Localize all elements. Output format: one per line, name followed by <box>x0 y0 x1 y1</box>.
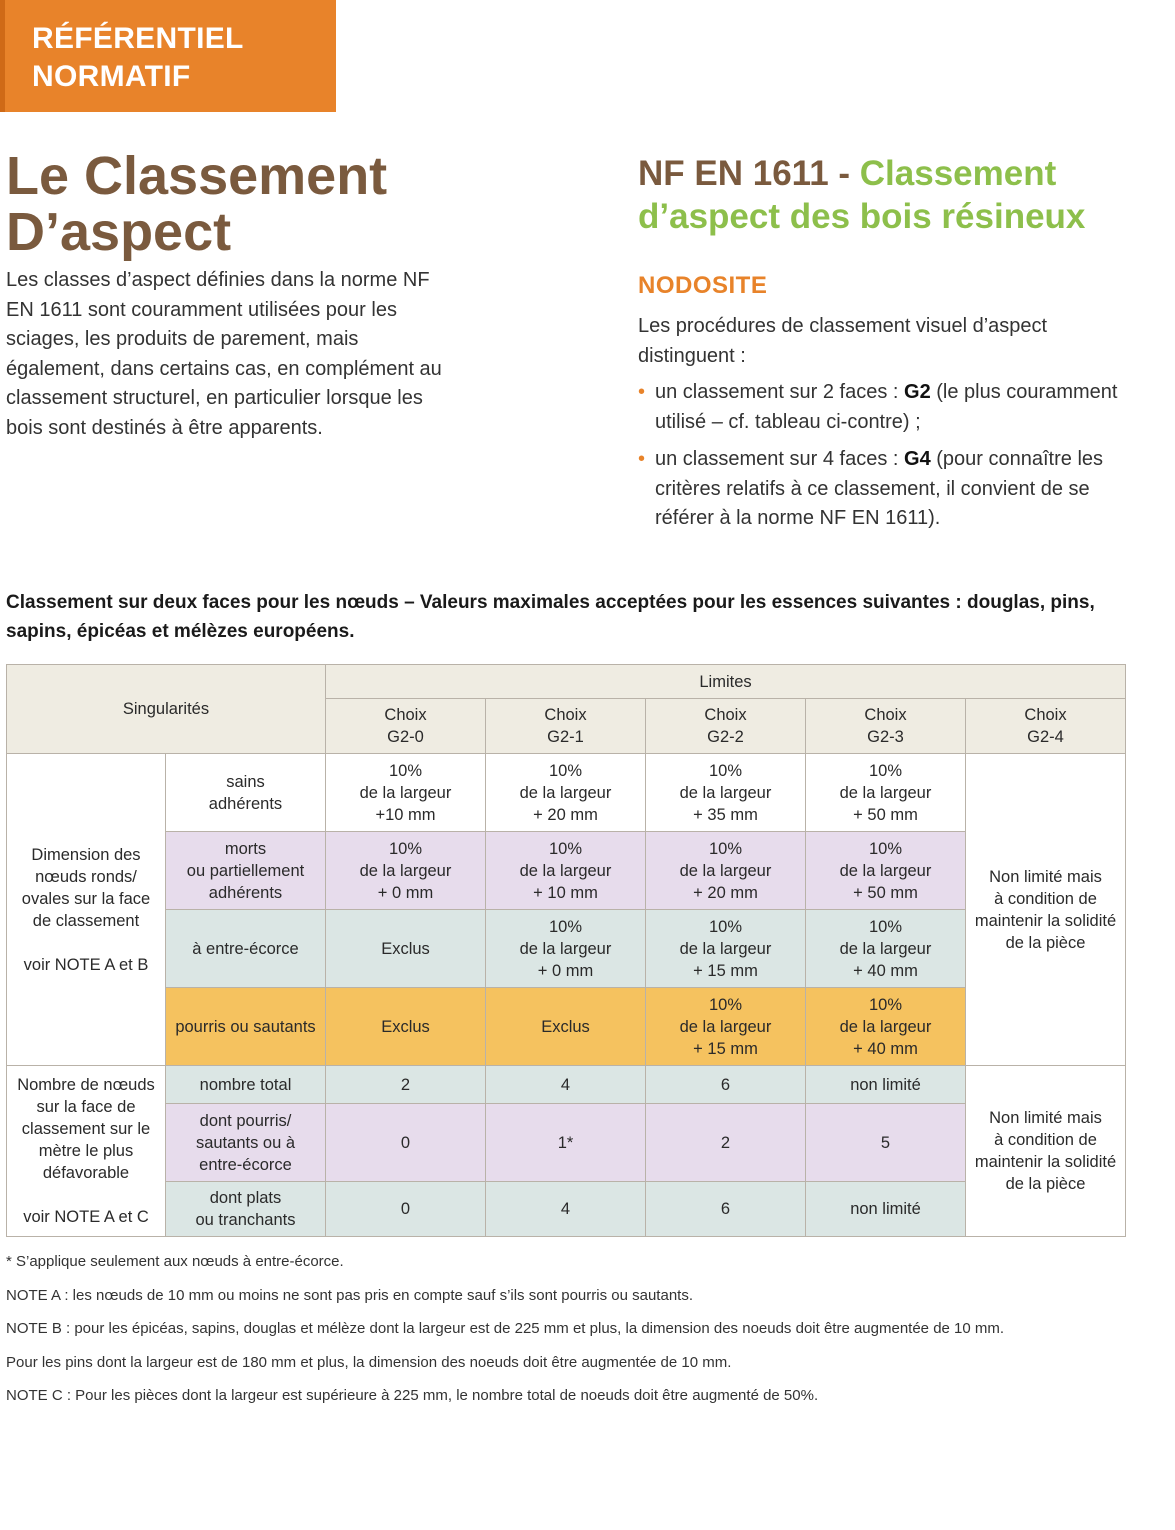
table-cell: 10% de la largeur + 15 mm <box>646 988 806 1066</box>
table-cell: 1* <box>486 1104 646 1182</box>
header-choice: Choix G2-4 <box>966 699 1126 754</box>
footnote-note-b-pins: Pour les pins dont la largeur est de 180 mm et plus, la dimension des noeuds doit être augmentée de 10 mm. <box>6 1353 732 1371</box>
g2-4-limit-cell: Non limité mais à condition de maintenir la solidité de la pièce <box>966 1066 1126 1237</box>
table-cell: 10% de la largeur + 35 mm <box>646 754 806 832</box>
bullet-dot-icon: • <box>638 448 646 471</box>
table-row <box>7 832 1126 910</box>
page-title-line-1: Le Classement <box>6 146 388 206</box>
header-banner <box>0 0 336 112</box>
table-cell: 2 <box>646 1104 806 1182</box>
banner-accent-strip <box>0 0 5 112</box>
section-title <box>638 152 1175 238</box>
footnote-asterisk: * S’applique seulement aux nœuds à entre-écorce. <box>6 1253 344 1270</box>
group-note: voir NOTE A et C <box>23 1208 149 1226</box>
group-note: voir NOTE A et B <box>23 955 149 974</box>
header-singularites: Singularités <box>7 665 326 754</box>
table-row <box>7 754 1126 832</box>
row-label: pourris ou sautants <box>166 988 326 1066</box>
bullet-item-g2 <box>638 378 1118 437</box>
table-cell: 10% de la largeur + 20 mm <box>486 754 646 832</box>
nodosite-paragraph: Les procédures de classement visuel d’aspect distinguent : <box>638 315 1048 367</box>
table-row <box>7 1066 1126 1104</box>
group-label-count <box>7 1066 166 1237</box>
table-cell: 6 <box>646 1066 806 1104</box>
section-title-norm: NF EN 1611 - <box>638 154 860 193</box>
bullet-grade-code: G4 <box>904 448 931 471</box>
group-label-dimension <box>7 754 166 1066</box>
footnote-note-c: NOTE C : Pour les pièces dont la largeur est supérieure à 225 mm, le nombre total de noeuds doit être augmenté de 50%. <box>6 1387 819 1404</box>
table-cell: Exclus <box>326 988 486 1066</box>
bullet-text-post: (pour connaître les critères relatifs à ce classement, il convient de se référer à la norme NF EN 1611). <box>655 448 1104 530</box>
footnotes <box>6 1252 1146 1420</box>
table-cell: 10% de la largeur + 40 mm <box>806 988 966 1066</box>
row-label: morts ou partiellement adhérents <box>166 832 326 910</box>
bullet-text-pre: un classement sur 2 faces : <box>655 381 905 403</box>
table-cell: 10% de la largeur + 0 mm <box>486 910 646 988</box>
table-row <box>7 988 1126 1066</box>
row-label: sains adhérents <box>166 754 326 832</box>
header-choice: Choix G2-1 <box>486 699 646 754</box>
bullet-text-pre: un classement sur 4 faces : <box>655 448 905 471</box>
row-label: dont pourris/ sautants ou à entre-écorce <box>166 1104 326 1182</box>
table-cell: 10% de la largeur + 10 mm <box>486 832 646 910</box>
knot-grading-table <box>6 664 1126 1237</box>
table-cell: 6 <box>646 1182 806 1237</box>
table-cell: 10% de la largeur + 15 mm <box>646 910 806 988</box>
table-cell: 2 <box>326 1066 486 1104</box>
table-cell: Exclus <box>326 910 486 988</box>
table-row <box>7 910 1126 988</box>
table-row <box>7 1182 1126 1237</box>
table-cell: 10% de la largeur + 0 mm <box>326 832 486 910</box>
table-caption: Classement sur deux faces pour les nœuds – Valeurs maximales acceptées pour les essences suivantes : douglas, pins, sapins, épicéas et mélèzes européens. <box>6 592 1095 642</box>
table-cell: 4 <box>486 1182 646 1237</box>
group-label-text: Nombre de nœuds sur la face de classement sur le mètre le plus défavorable <box>17 1076 155 1182</box>
banner-line-1: RÉFÉRENTIEL <box>32 22 244 55</box>
section-title-subject: Classement d’aspect des bois résineux <box>638 154 1086 236</box>
nodosite-heading: NODOSITE <box>638 272 768 299</box>
row-label: nombre total <box>166 1066 326 1104</box>
table-cell: 10% de la largeur + 50 mm <box>806 832 966 910</box>
table-cell: 10% de la largeur + 20 mm <box>646 832 806 910</box>
bullet-dot-icon: • <box>638 381 646 403</box>
table-cell: 10% de la largeur + 40 mm <box>806 910 966 988</box>
group-label-text: Dimension des nœuds ronds/ ovales sur la face de classement <box>21 845 151 930</box>
header-choice: Choix G2-3 <box>806 699 966 754</box>
bullet-grade-code: G2 <box>904 381 931 403</box>
header-choice: Choix G2-0 <box>326 699 486 754</box>
table-cell: 4 <box>486 1066 646 1104</box>
grading-bullet-list <box>638 378 1118 542</box>
table-cell: 5 <box>806 1104 966 1182</box>
g2-4-limit-cell: Non limité mais à condition de maintenir la solidité de la pièce <box>966 754 1126 1066</box>
table-cell: Exclus <box>486 988 646 1066</box>
table-cell: non limité <box>806 1066 966 1104</box>
table-cell: 10% de la largeur +10 mm <box>326 754 486 832</box>
table-cell: 0 <box>326 1104 486 1182</box>
footnote-note-a: NOTE A : les nœuds de 10 mm ou moins ne sont pas pris en compte sauf s’ils sont pourris ou sautants. <box>6 1286 693 1304</box>
row-label: dont plats ou tranchants <box>166 1182 326 1237</box>
page-title <box>6 148 387 260</box>
table-cell: 0 <box>326 1182 486 1237</box>
table-row <box>7 1104 1126 1182</box>
footnote-note-b: NOTE B : pour les épicéas, sapins, douglas et mélèze dont la largeur est de 225 mm et plus, la dimension des noeuds doit être augmentée de 10 mm. <box>6 1320 1005 1337</box>
bullet-text-post: (le plus couramment utilisé – cf. tableau ci-contre) ; <box>655 381 1118 433</box>
table-cell: non limité <box>806 1182 966 1237</box>
page-title-line-2: D’aspect <box>6 202 232 262</box>
header-choice: Choix G2-2 <box>646 699 806 754</box>
row-label: à entre-écorce <box>166 910 326 988</box>
bullet-item-g4 <box>638 445 1118 534</box>
intro-paragraph: Les classes d’aspect définies dans la norme NF EN 1611 sont couramment utilisées pour les sciages, les produits de parement, mais également, dans certains cas, en complément au classement structurel, en particulier lorsque les bois sont destinés à être apparents. <box>6 269 442 439</box>
table-cell: 10% de la largeur + 50 mm <box>806 754 966 832</box>
banner-line-2: NORMATIF <box>32 60 191 93</box>
banner-label <box>32 20 244 96</box>
header-limites: Limites <box>326 665 1126 699</box>
